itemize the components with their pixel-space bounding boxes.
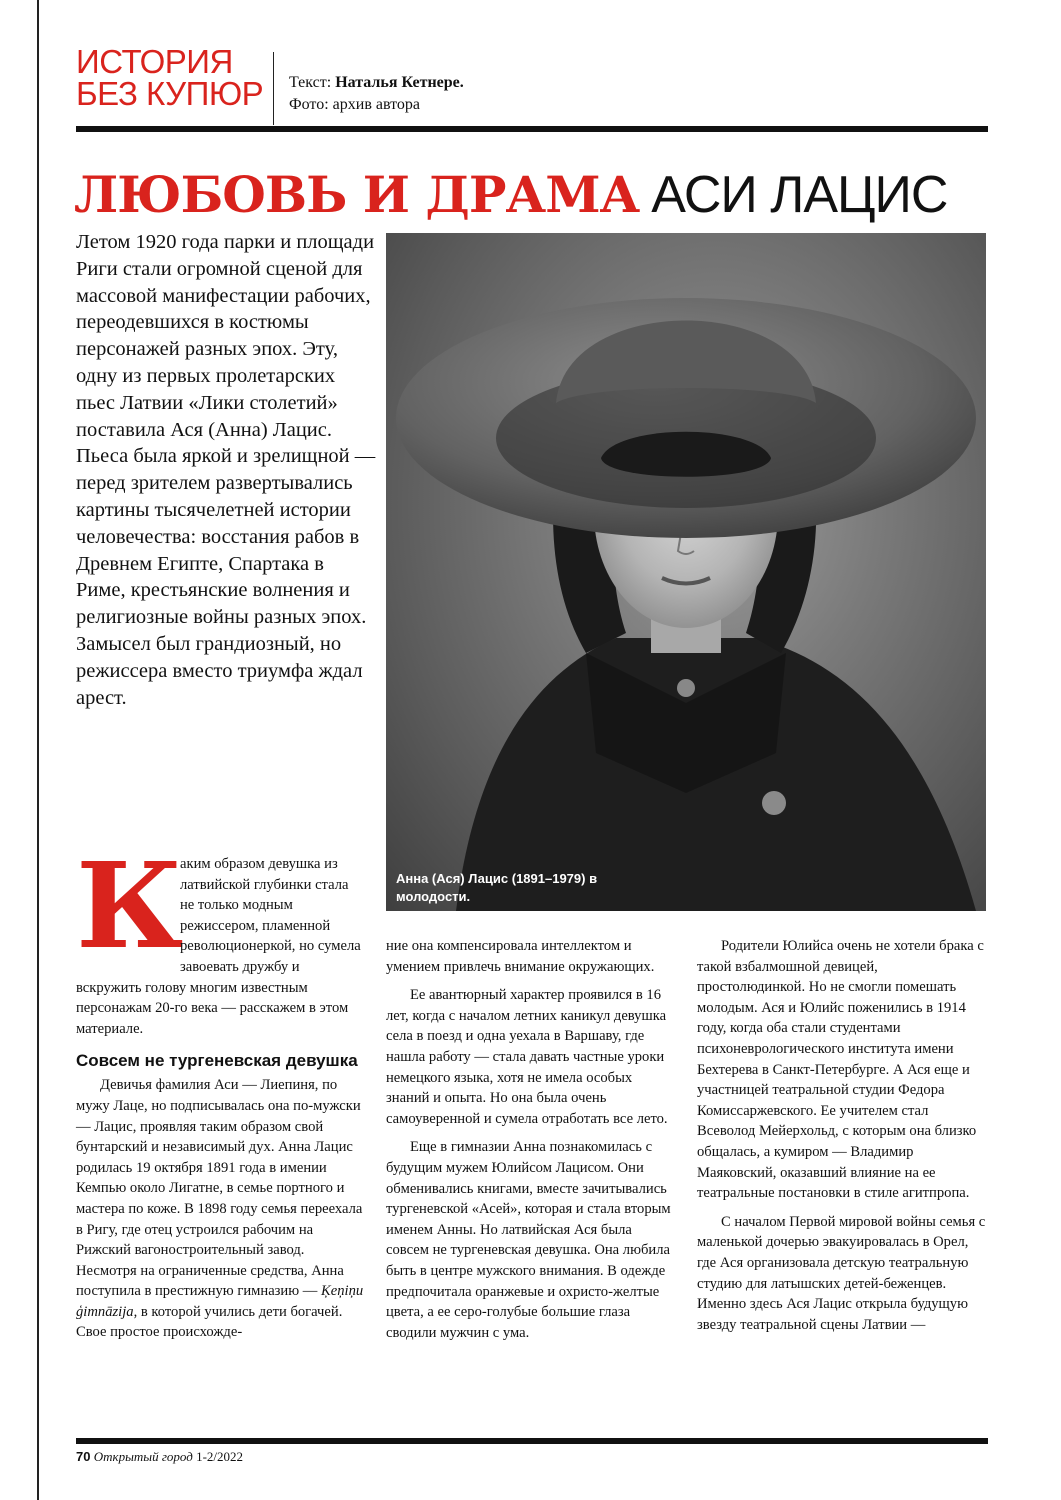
photo-credit: Фото: архив автора xyxy=(289,96,421,113)
portrait-illustration xyxy=(386,233,986,911)
page-number: 70 xyxy=(76,1449,91,1464)
body-paragraph: С началом Первой мировой войны семья с маленькой дочерью эвакуировалась в Орел, где Ася организовала детскую театральную студию для латышских детей-беженцев. Именно здесь Ася Лацис открыла будущую звезду театральной сцены Латвии — xyxy=(697,1213,986,1333)
body-paragraph xyxy=(76,1075,365,1343)
headline-black: АСИ ЛАЦИС xyxy=(651,166,948,224)
top-rule xyxy=(76,126,988,132)
page-edge-rule xyxy=(37,0,39,1500)
header-divider xyxy=(273,52,274,125)
text-credit-label: Текст: xyxy=(289,74,336,91)
body-paragraph: Родители Юлийса очень не хотели брака с такой взбалмошной девицей, простолюдинкой. Но не смогли помешать молодым. Ася и Юлийс поженились в 1914 году, когда оба стали студентами психоневрологического института имени Бехтерева в Санкт-Петербурге. А Ася еще и участницей театральной студии Федора Комиссаржевского. Ее учителем стал Всеволод Мейерхольд, с которым она близко общалась, а кумиром — Владимир Маяковский, оказавший влияние на ее театральные постановки в стиле агитпропа. xyxy=(697,938,984,1202)
lead-paragraph xyxy=(76,229,376,711)
page-footer xyxy=(76,1448,243,1466)
intro-block xyxy=(76,836,365,1039)
body-paragraph: Ее авантюрный характер проявился в 16 лет, когда с началом летних каникул девушка села в поезд и одна уехала в Варшаву, где нашла работу — стала давать частные уроки немецкого языка, хотя не имела особых знаний и опыта. Но она была очень самоуверенной и сумела отработать все лето. xyxy=(386,987,668,1127)
lead-text: Летом 1920 года парки и площади Риги стали огромной сценой для массовой манифестации рабочих, переодевшихся в костюмы персонажей разных эпох. Эту, одну из первых пролетарских пьес Латвии «Лики столетий» поставила Ася (Анна) Лацис. Пьеса была яркой и зрелищной — перед зрителем развертывались картины тысячелетней истории человечества: восстания рабов в Древнем Египте, Спартака в Риме, крестьянские волнения и религиозные войны разных эпох. Замысел был грандиозный, но режиссера вместо триумфа ждал арест. xyxy=(76,231,376,709)
credits xyxy=(289,72,464,116)
bottom-rule xyxy=(76,1438,988,1444)
subheading: Совсем не тургеневская девушка xyxy=(76,1051,358,1071)
school-name-latvian: Ķeņiņu ģimnāzija xyxy=(76,1283,364,1320)
body-paragraph-continued: ние она компенсировала интеллектом и умением привлечь внимание окружающих. xyxy=(386,938,655,975)
section-title-line1: ИСТОРИЯ xyxy=(76,43,233,80)
text-credit-author: Наталья Кетнере. xyxy=(335,74,464,91)
issue-number: 1-2/2022 xyxy=(196,1449,244,1464)
paragraph-text-end: , в которой учились дети богачей. Свое простое происхожде- xyxy=(76,1303,343,1341)
section-title xyxy=(76,43,276,112)
section-title-line2: БЕЗ КУПЮР xyxy=(76,75,264,112)
body-column-1 xyxy=(76,836,365,1351)
body-paragraph: Еще в гимназии Анна познакомилась с будущим мужем Юлийсом Лацисом. Они обменивались книгами, вместе зачитывались тургеневской «Асей», которая и стала вторым именем Анны. Но латвийская Ася была совсем не тургеневская девушка. Она любила быть в центре мужского внимания. В одежде предпочитала оранжевые и охристо-желтые цвета, а ее серо-голубые большие глаза сводили мужчин с ума. xyxy=(386,1139,671,1341)
body-column-2 xyxy=(386,936,676,1351)
text-credit xyxy=(289,72,464,94)
intro-text: аким образом девушка из латвийской глубинки стала не только модным режиссером, пламенной революционеркой, но сумела завоевать дружбу и вскружить голову многим известным персонажам 20-го века — расскажем в этом материале. xyxy=(76,856,361,1037)
portrait-photo xyxy=(386,233,986,911)
paragraph-text: Девичья фамилия Аси — Лиепиня, по мужу Лаце, но подписывалась она по-мужски — Лацис, проявляя таким образом свой бунтарский и независимый дух. Анна Лацис родилась 19 октября 1891 года в имении Кемпью около Лигатне, в семье портного и мастера по коже. В 1898 году семья переехала в Ригу, где отец устроился рабочим на Рижский вагоностроительный завод. Несмотря на ограниченные средства, Анна поступила в престижную гимназию — xyxy=(76,1077,363,1300)
photo-caption: Анна (Ася) Лацис (1891–1979) в молодости. xyxy=(396,871,598,904)
drop-cap: К xyxy=(76,836,182,975)
magazine-name: Открытый город xyxy=(93,1449,193,1464)
headline-red: ЛЮБОВЬ И ДРАМА xyxy=(74,165,640,224)
body-column-3 xyxy=(697,936,987,1343)
